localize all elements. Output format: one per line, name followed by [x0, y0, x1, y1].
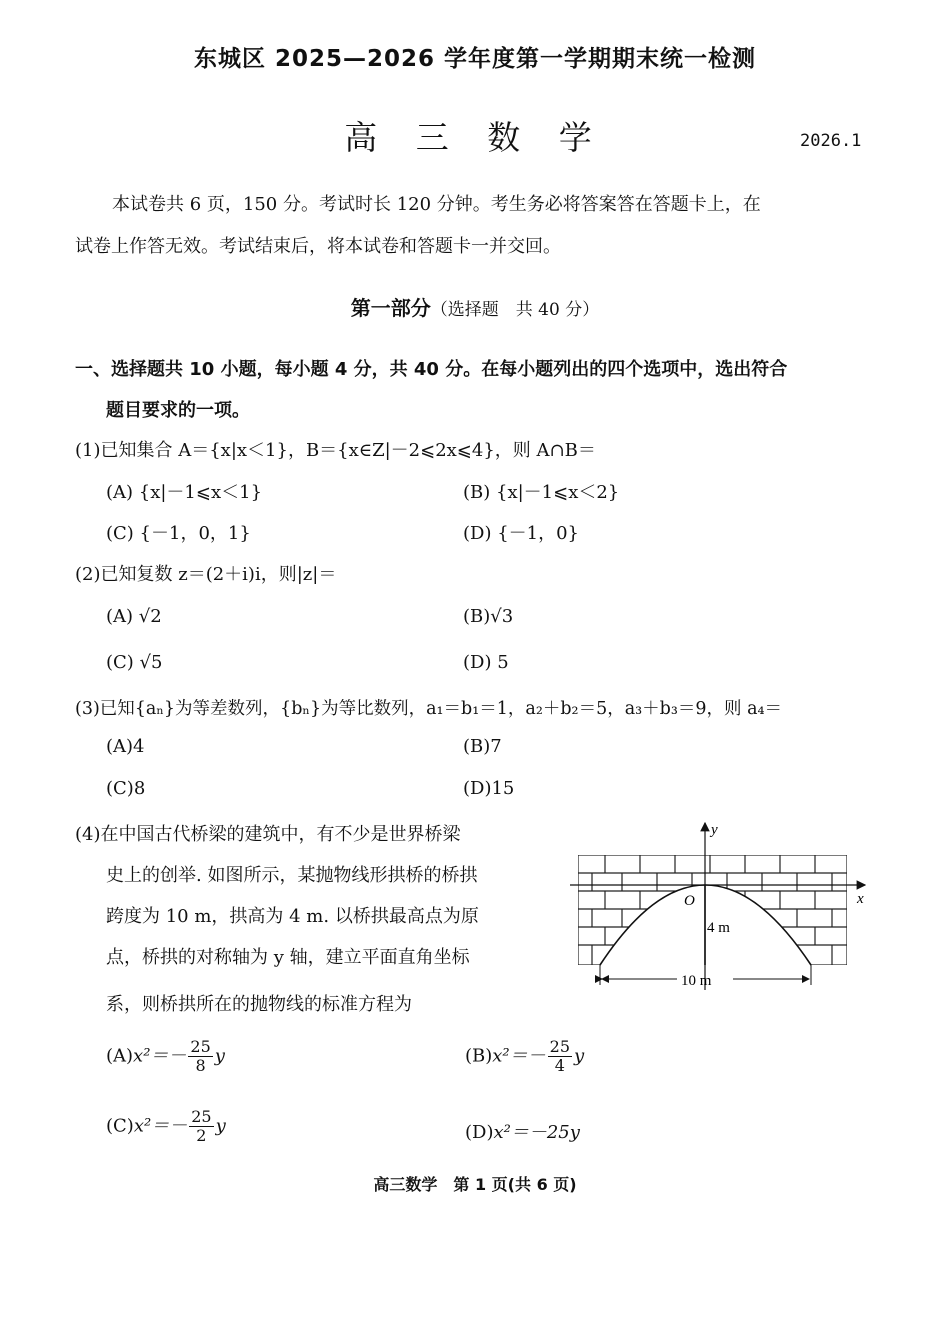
page-footer: 高三数学 第 1 页(共 6 页)	[373, 1175, 577, 1194]
option-b-lhs: x²＝－	[492, 1045, 546, 1067]
option-b-rhs: y	[574, 1045, 585, 1067]
intro-line-2: 试卷上作答无效。考试结束后，将本试卷和答题卡一并交回。	[75, 236, 561, 257]
span-label: 10 m	[681, 973, 712, 989]
option-a-rhs: y	[214, 1045, 225, 1067]
subject-title: 高 三 数 学	[344, 118, 606, 157]
y-axis-label: y	[711, 822, 718, 838]
question-2-option-b: (B)√3	[463, 606, 514, 627]
section-instruction-2: 题目要求的一项。	[106, 400, 250, 421]
option-c-fraction	[189, 1108, 213, 1145]
option-a-numerator: 25	[190, 1037, 211, 1056]
option-a-fraction	[188, 1038, 212, 1075]
question-3-option-a: (A)4	[106, 736, 145, 757]
x-axis-label: x	[857, 891, 864, 907]
brick-wall	[578, 855, 847, 965]
question-4-stem-line-2: 史上的创举. 如图所示，某抛物线形拱桥的桥拱	[106, 865, 478, 886]
option-c-denominator: 2	[196, 1126, 207, 1145]
question-4-stem-line-5: 系，则桥拱所在的抛物线的标准方程为	[106, 994, 412, 1015]
part-subtitle: （选择题 共 40 分）	[430, 300, 600, 320]
intro-line-1: 本试卷共 6 页，150 分。考试时长 120 分钟。考生务必将答案答在答题卡上，在	[112, 194, 761, 215]
option-c-lhs: x²＝－	[133, 1115, 188, 1137]
question-4-stem-line-3: 跨度为 10 m，拱高为 4 m. 以桥拱最高点为原	[106, 906, 479, 927]
exam-date: 2026.1	[800, 131, 862, 151]
option-a-denominator: 8	[195, 1056, 206, 1075]
question-1-option-a: (A) {x|－1⩽x＜1}	[106, 482, 263, 503]
option-c-numerator: 25	[191, 1107, 212, 1126]
option-b-fraction	[548, 1038, 572, 1075]
option-a-label: (A)	[106, 1045, 134, 1067]
question-4-option-d	[465, 1118, 580, 1144]
question-4-option-b	[465, 1038, 584, 1075]
question-4-option-a	[106, 1038, 225, 1075]
option-c-label: (C)	[106, 1115, 134, 1137]
question-1-option-b: (B) {x|－1⩽x＜2}	[463, 482, 620, 503]
option-b-numerator: 25	[549, 1037, 571, 1056]
question-2-option-c: (C) √5	[106, 652, 163, 673]
question-1-stem: (1)已知集合 A＝{x|x＜1}，B＝{x∈Z|－2⩽2x⩽4}，则 A∩B＝	[75, 440, 596, 461]
question-1-option-d: (D) {－1，0}	[463, 523, 580, 544]
parabolic-arch-bridge-figure	[565, 815, 875, 995]
option-c-rhs: y	[215, 1115, 226, 1137]
origin-label: O	[684, 893, 695, 909]
question-3-stem: (3)已知{aₙ}为等差数列，{bₙ}为等比数列，a₁＝b₁＝1，a₂＋b₂＝5，a₃＋b₃＝9，则 a₄＝	[75, 699, 783, 719]
question-3-option-c: (C)8	[106, 778, 146, 799]
option-d-label: (D)	[465, 1122, 494, 1143]
part-heading	[0, 292, 950, 321]
question-4-option-c	[106, 1108, 226, 1145]
question-1-option-c: (C) {－1，0，1}	[106, 523, 251, 544]
question-4-stem-line-1: (4)在中国古代桥梁的建筑中，有不少是世界桥梁	[75, 824, 461, 845]
part-title: 第一部分	[350, 296, 431, 320]
exam-title: 东城区 2025—2026 学年度第一学期期末统一检测	[193, 46, 757, 72]
question-2-option-a: (A) √2	[106, 606, 162, 627]
option-a-lhs: x²＝－	[133, 1045, 187, 1067]
question-3-option-d: (D)15	[463, 778, 515, 799]
option-d-text: x²＝－25y	[493, 1122, 580, 1143]
option-b-label: (B)	[465, 1045, 493, 1067]
option-b-denominator: 4	[554, 1056, 565, 1075]
section-instruction-1: 一、选择题共 10 小题，每小题 4 分，共 40 分。在每小题列出的四个选项中，选出符合	[75, 359, 788, 380]
question-2-option-d: (D) 5	[463, 652, 509, 673]
question-2-stem: (2)已知复数 z＝(2＋i)i，则|z|＝	[75, 564, 337, 585]
height-label: 4 m	[707, 920, 730, 936]
question-3-option-b: (B)7	[463, 736, 502, 757]
question-4-stem-line-4: 点，桥拱的对称轴为 y 轴，建立平面直角坐标	[106, 947, 470, 968]
